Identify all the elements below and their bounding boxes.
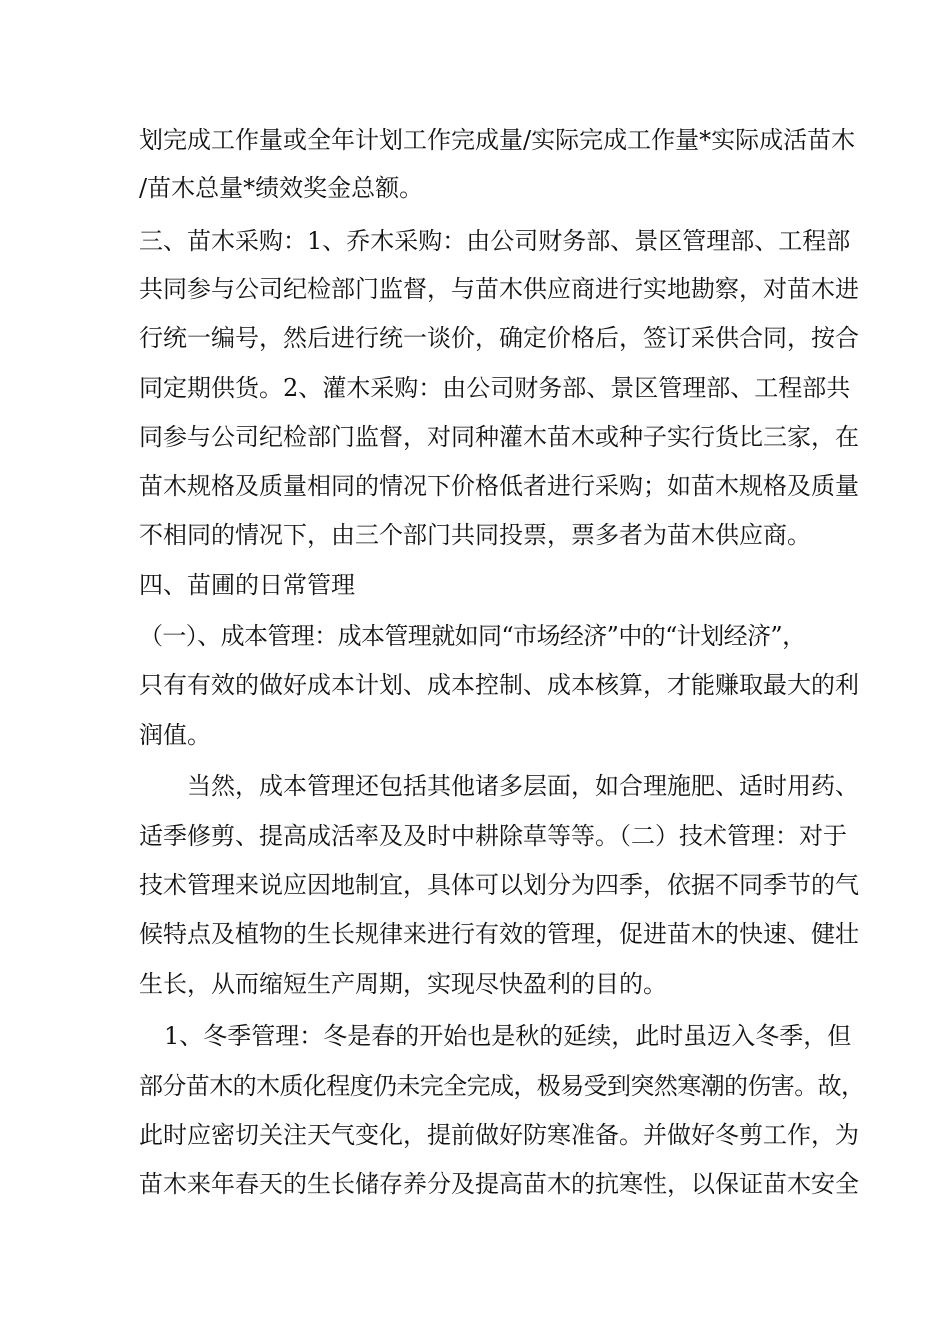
text-line: 共同参与公司纪检部门监督，与苗木供应商进行实地勘察，对苗木进 — [139, 275, 859, 303]
text-line: 行统一编号，然后进行统一谈价，确定价格后，签订采供合同，按合 — [139, 324, 859, 352]
text-line: 技术管理来说应因地制宜，具体可以划分为四季，依据不同季节的气 — [139, 871, 859, 899]
text-line: 润值。 — [139, 721, 211, 749]
text-line: 部分苗木的木质化程度仍未完全完成，极易受到突然寒潮的伤害。故， — [139, 1072, 865, 1100]
text-line: 生长，从而缩短生产周期，实现尽快盈利的目的。 — [139, 970, 667, 998]
text-line: 同参与公司纪检部门监督，对同种灌木苗木或种子实行货比三家，在 — [139, 423, 859, 451]
text-line: 苗木规格及质量相同的情况下价格低者进行采购；如苗木规格及质量 — [139, 472, 859, 500]
paragraph-start: 当然，成本管理还包括其他诸多层面，如合理施肥、适时用药、 — [187, 772, 859, 800]
subsection-cost-management: （一）、成本管理：成本管理就如同“市场经济”中的“计划经济”， — [139, 622, 806, 650]
text-line: 候特点及植物的生长规律来进行有效的管理，促进苗木的快速、健壮 — [139, 920, 859, 948]
paragraph-winter-management: 1、冬季管理：冬是春的开始也是秋的延续，此时虽迈入冬季，但 — [164, 1022, 852, 1050]
text-line: 不相同的情况下，由三个部门共同投票，票多者为苗木供应商。 — [139, 521, 811, 549]
text-line: 此时应密切关注天气变化，提前做好防寒准备。并做好冬剪工作，为 — [139, 1121, 859, 1149]
section-heading-daily-management: 四、苗圃的日常管理 — [139, 571, 355, 599]
text-line: 只有有效的做好成本计划、成本控制、成本核算，才能赚取最大的利 — [139, 671, 859, 699]
text-line: /苗木总量*绩效奖金总额。 — [139, 174, 424, 202]
text-line: 同定期供货。2、灌木采购：由公司财务部、景区管理部、工程部共 — [139, 374, 851, 402]
text-line: 苗木来年春天的生长储存养分及提高苗木的抗寒性，以保证苗木安全 — [139, 1170, 859, 1198]
section-heading-procurement: 三、苗木采购：1、乔木采购：由公司财务部、景区管理部、工程部 — [139, 227, 851, 255]
text-line: 划完成工作量或全年计划工作完成量/实际完成工作量*实际成活苗木 — [139, 126, 856, 154]
text-line: 适季修剪、提高成活率及及时中耕除草等等。（二）技术管理：对于 — [139, 822, 847, 850]
